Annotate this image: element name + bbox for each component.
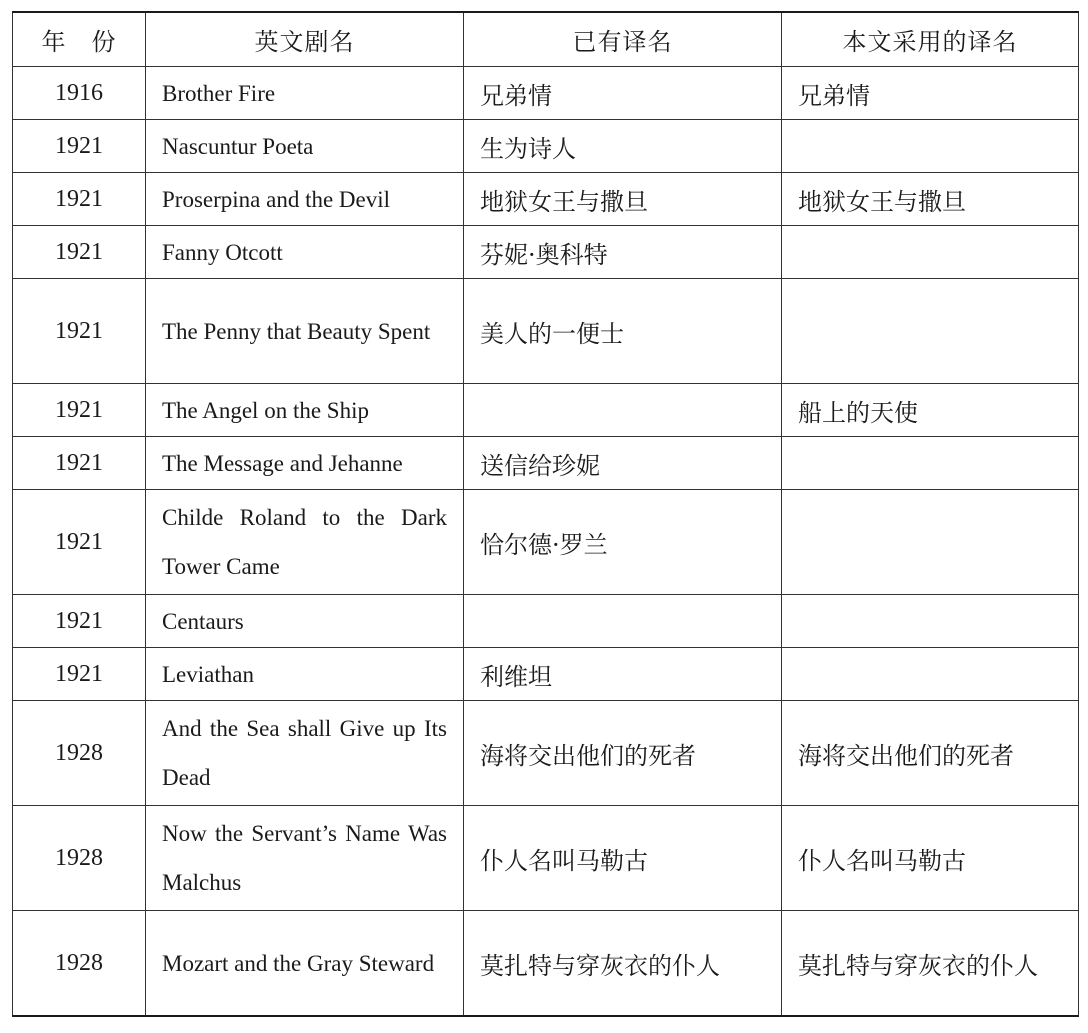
cell-english-title: Leviathan — [146, 648, 464, 701]
table-row — [13, 437, 1079, 490]
cell-english-title: Nascuntur Poeta — [146, 120, 464, 173]
table-row — [13, 120, 1079, 173]
cell-year: 1921 — [13, 437, 146, 490]
cell-year: 1928 — [13, 701, 146, 806]
cell-existing-translation: 生为诗人 — [464, 120, 782, 173]
cell-existing-translation: 美人的一便士 — [464, 279, 782, 384]
table-row — [13, 701, 1079, 806]
cell-existing-translation: 仆人名叫马勒古 — [464, 806, 782, 911]
table-row — [13, 595, 1079, 648]
cell-adopted-translation — [782, 595, 1079, 648]
cell-english-title: Now the Servant’s Name Was Malchus — [146, 806, 464, 911]
cell-year: 1921 — [13, 490, 146, 595]
cell-english-title: And the Sea shall Give up Its Dead — [146, 701, 464, 806]
header-adopted-translation: 本文采用的译名 — [782, 12, 1079, 67]
cell-adopted-translation — [782, 437, 1079, 490]
cell-existing-translation: 海将交出他们的死者 — [464, 701, 782, 806]
translation-table-container — [12, 11, 1078, 1017]
cell-adopted-translation: 船上的天使 — [782, 384, 1079, 437]
cell-adopted-translation: 地狱女王与撒旦 — [782, 173, 1079, 226]
cell-adopted-translation — [782, 490, 1079, 595]
cell-existing-translation — [464, 384, 782, 437]
cell-adopted-translation — [782, 226, 1079, 279]
cell-year: 1921 — [13, 173, 146, 226]
cell-existing-translation: 利维坦 — [464, 648, 782, 701]
header-english-title: 英文剧名 — [146, 12, 464, 67]
table-row — [13, 67, 1079, 120]
cell-english-title: Proserpina and the Devil — [146, 173, 464, 226]
cell-english-title: Childe Roland to the Dark Tower Came — [146, 490, 464, 595]
table-row — [13, 384, 1079, 437]
header-year: 年 份 — [13, 12, 146, 67]
cell-english-title: Fanny Otcott — [146, 226, 464, 279]
cell-existing-translation: 恰尔德·罗兰 — [464, 490, 782, 595]
cell-year: 1921 — [13, 120, 146, 173]
cell-adopted-translation: 仆人名叫马勒古 — [782, 806, 1079, 911]
cell-year: 1928 — [13, 806, 146, 911]
cell-english-title: The Message and Jehanne — [146, 437, 464, 490]
cell-english-title: Centaurs — [146, 595, 464, 648]
cell-english-title: The Penny that Beauty Spent — [146, 279, 464, 384]
cell-adopted-translation — [782, 648, 1079, 701]
cell-existing-translation: 莫扎特与穿灰衣的仆人 — [464, 911, 782, 1017]
table-row — [13, 279, 1079, 384]
cell-year: 1928 — [13, 911, 146, 1017]
cell-existing-translation: 兄弟情 — [464, 67, 782, 120]
cell-year: 1921 — [13, 226, 146, 279]
table-row — [13, 226, 1079, 279]
cell-existing-translation — [464, 595, 782, 648]
table-row — [13, 806, 1079, 911]
cell-year: 1921 — [13, 595, 146, 648]
cell-english-title: Brother Fire — [146, 67, 464, 120]
cell-existing-translation: 送信给珍妮 — [464, 437, 782, 490]
cell-adopted-translation — [782, 120, 1079, 173]
table-row — [13, 490, 1079, 595]
cell-adopted-translation: 海将交出他们的死者 — [782, 701, 1079, 806]
cell-adopted-translation: 兄弟情 — [782, 67, 1079, 120]
table-row — [13, 648, 1079, 701]
play-titles-table — [12, 11, 1079, 1017]
cell-year: 1921 — [13, 384, 146, 437]
cell-existing-translation: 地狱女王与撒旦 — [464, 173, 782, 226]
cell-adopted-translation — [782, 279, 1079, 384]
cell-adopted-translation: 莫扎特与穿灰衣的仆人 — [782, 911, 1079, 1017]
cell-year: 1916 — [13, 67, 146, 120]
header-existing-translation: 已有译名 — [464, 12, 782, 67]
table-header-row — [13, 12, 1079, 67]
table-row — [13, 173, 1079, 226]
cell-english-title: Mozart and the Gray Steward — [146, 911, 464, 1017]
cell-year: 1921 — [13, 279, 146, 384]
cell-year: 1921 — [13, 648, 146, 701]
table-row — [13, 911, 1079, 1017]
cell-existing-translation: 芬妮·奥科特 — [464, 226, 782, 279]
cell-english-title: The Angel on the Ship — [146, 384, 464, 437]
